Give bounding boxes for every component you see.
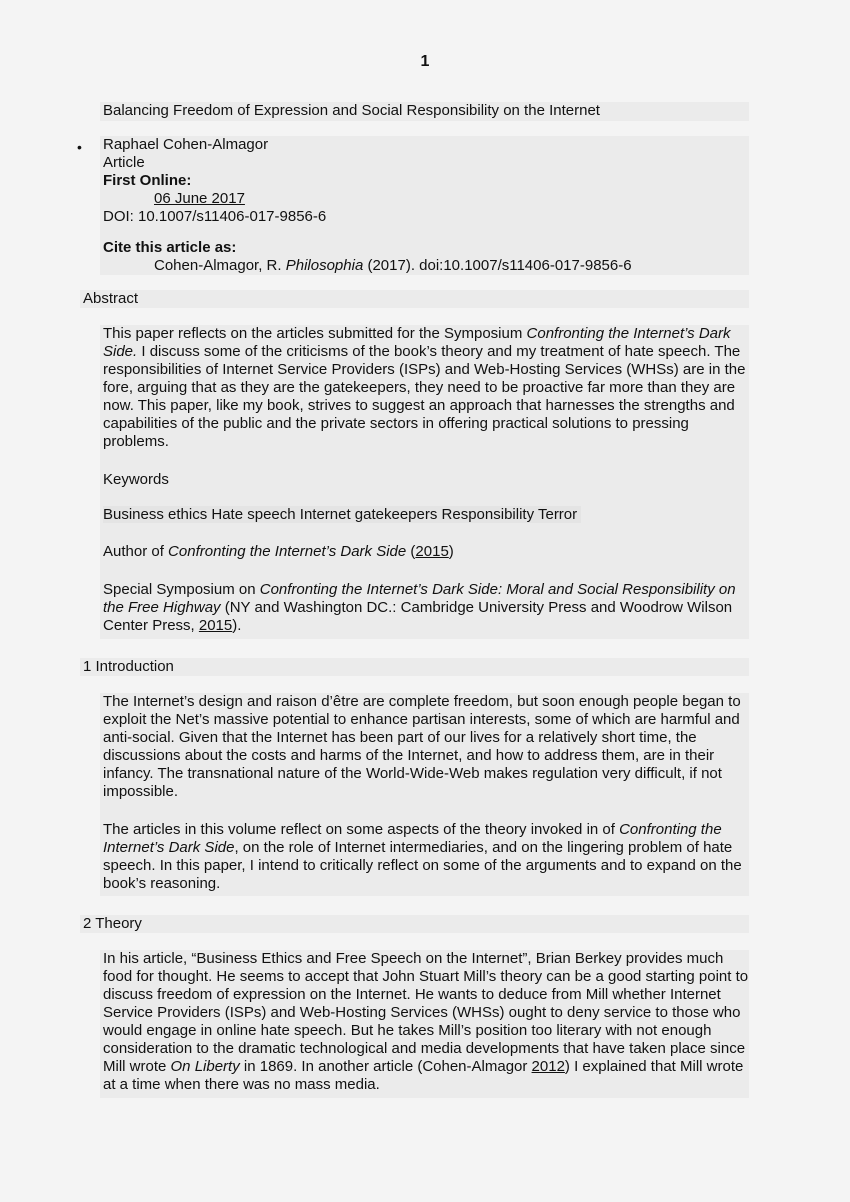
theory-block (100, 950, 749, 1098)
author-of-year-link[interactable]: 2015 (415, 543, 449, 560)
page-number: 1 (420, 53, 430, 70)
author-of-note: Author of Confronting the Internet’s Dark Side (2015) (103, 543, 454, 560)
first-online-date[interactable]: 06 June 2017 (154, 190, 245, 207)
article-title: Balancing Freedom of Expression and Social Responsibility on the Internet (103, 102, 600, 119)
first-online-label: First Online: (103, 172, 192, 189)
article-type: Article (103, 154, 145, 171)
section-2-heading: 2 Theory (80, 915, 749, 933)
symposium-note: Special Symposium on Confronting the Internet’s Dark Side: Moral and Social Responsibility on the Free Highway (NY and Washington DC.: Cambridge University Press and Woodrow Wilson Center Press, 2015). (103, 581, 736, 634)
article-title-block (100, 102, 749, 121)
doi-text: DOI: 10.1007/s11406-017-9856-6 (103, 208, 327, 225)
cite-label: Cite this article as: (103, 239, 237, 256)
theory-year-link[interactable]: 2012 (531, 1058, 565, 1075)
keywords-heading: Keywords (103, 471, 169, 488)
author-name[interactable]: Raphael Cohen-Almagor (103, 136, 269, 153)
article-meta (100, 136, 749, 275)
abstract-text: This paper reflects on the articles submitted for the Symposium Confronting the Internet’s Dark Side. I discuss some of the criticisms of the book’s theory and my treatment of hate speech. The responsibilities of Internet Service Providers (ISPs) and Web-Hosting Services (WHSs) are in the fore, arguing that as they are the gatekeepers, they need to be proactive far more than they are now. This paper, like my book, strives to suggest an approach that harnesses the strengths and capabilities of the public and the private sectors in offering practical solutions to pressing problems. (103, 325, 746, 450)
abstract-heading: Abstract (80, 290, 749, 308)
section-1-heading: 1 Introduction (80, 658, 749, 676)
symposium-year-link[interactable]: 2015 (198, 617, 233, 634)
intro-paragraph-2: The articles in this volume reflect on some aspects of the theory invoked in of Confronting the Internet’s Dark Side, on the role of Internet intermediaries, and on the lingering problem of hate speech. In this paper, I intend to critically reflect on some of the arguments and to expand on the book’s reasoning. (103, 821, 742, 892)
introduction-block (100, 693, 749, 896)
bullet-icon: • (77, 139, 82, 155)
theory-paragraph-1: In his article, “Business Ethics and Free Speech on the Internet”, Brian Berkey provides much food for thought. He seems to accept that John Stuart Mill’s theory can be a good starting point to discuss freedom of expression on the Internet. He wants to deduce from Mill whether Internet Service Providers (ISPs) and Web-Hosting Services (WHSs) ought to deny service to those who would engage in online hate speech. But he takes Mill’s position too literary with not enough consideration to the dramatic technological and media developments that have taken place since Mill wrote On Liberty in 1869. In another article (Cohen-Almagor 2012) I explained that Mill wrote at a time when there was no mass media. (103, 950, 749, 1093)
keywords-list: Business ethics Hate speech Internet gatekeepers Responsibility Terror (103, 506, 581, 523)
citation: Cohen-Almagor, R. Philosophia (2017). doi:10.1007/s11406-017-9856-6 (154, 257, 632, 274)
intro-paragraph-1: The Internet’s design and raison d’être are complete freedom, but soon enough people began to exploit the Net’s massive potential to enhance partisan interests, some of which are harmful and anti-social. Given that the Internet has been part of our lives for a relatively short time, the discussions about the costs and harms of the Internet, and how to address them, are in their infancy. The transnational nature of the World-Wide-Web makes regulation very difficult, if not impossible. (103, 693, 741, 800)
abstract-block (100, 325, 749, 639)
